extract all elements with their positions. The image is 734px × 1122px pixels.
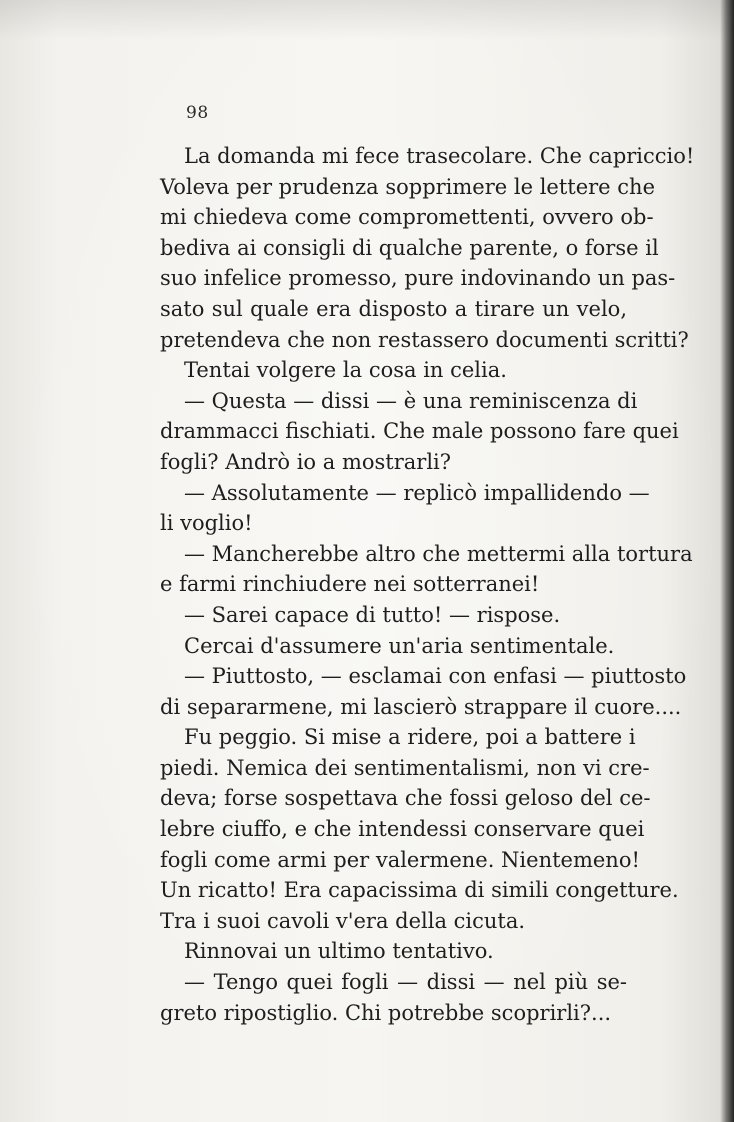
text-line: greto ripostiglio. Chi potrebbe scoprirli?... <box>160 1000 612 1025</box>
page-top-shadow <box>0 0 734 40</box>
text-line: suo infelice promesso, pure indovinando un pas- <box>160 266 676 291</box>
text-line: Un ricatto! Era capacissima di simili congetture. <box>160 878 679 903</box>
text-line: di separarmene, mi lascierò strappare il cuore.... <box>160 694 682 719</box>
text-line: piedi. Nemica dei sentimentalismi, non vi cre- <box>160 755 650 780</box>
text-line: La domanda mi fece trasecolare. Che capriccio! <box>184 144 695 168</box>
text-line: — Piuttosto, — esclamai con enfasi — piuttosto <box>184 664 687 689</box>
text-line: Tentai volgere la cosa in celia. <box>184 358 507 383</box>
text-line: — Mancherebbe altro che mettermi alla tortura <box>184 541 693 566</box>
page-number: 98 <box>186 103 209 123</box>
text-line: — Assolutamente — replicò impallidendo — <box>184 480 650 505</box>
text-line: drammacci fischiati. Che male possono fare quei <box>160 419 679 444</box>
text-line: — Questa — dissi — è una reminiscenza di <box>184 388 638 413</box>
text-line: — Tengo quei fogli — dissi — nel più se- <box>184 970 627 995</box>
text-line: Tra i suoi cavoli v'era della cicuta. <box>160 908 526 933</box>
text-line: li voglio! <box>160 511 253 536</box>
text-line: bediva ai consigli di qualche parente, o forse il <box>160 235 659 260</box>
text-line: Cercai d'assumere un'aria sentimentale. <box>184 633 615 658</box>
text-line: fogli come armi per valermene. Nientemeno! <box>160 847 640 872</box>
text-line: sato sul quale era disposto a tirare un velo, <box>160 296 627 321</box>
text-line: pretendeva che non restassero documenti scritti? <box>160 327 689 352</box>
text-line: Fu peggio. Si mise a ridere, poi a battere i <box>184 725 636 750</box>
text-line: mi chiedeva come compromettenti, ovvero ob- <box>160 205 654 230</box>
text-line: Rinnovai un ultimo tentativo. <box>184 939 494 964</box>
body-text <box>160 141 695 1028</box>
text-line: — Sarei capace di tutto! — rispose. <box>184 602 561 627</box>
text-line: e farmi rinchiudere nei sotterranei! <box>160 572 540 597</box>
page-edge-shadow <box>720 0 734 1122</box>
text-line: lebre ciuffo, e che intendessi conservare quei <box>160 817 645 842</box>
text-line: deva; forse sospettava che fossi geloso del ce- <box>160 786 651 811</box>
text-line: fogli? Andrò io a mostrarli? <box>160 449 452 474</box>
text-line: Voleva per prudenza sopprimere le lettere che <box>160 174 655 199</box>
